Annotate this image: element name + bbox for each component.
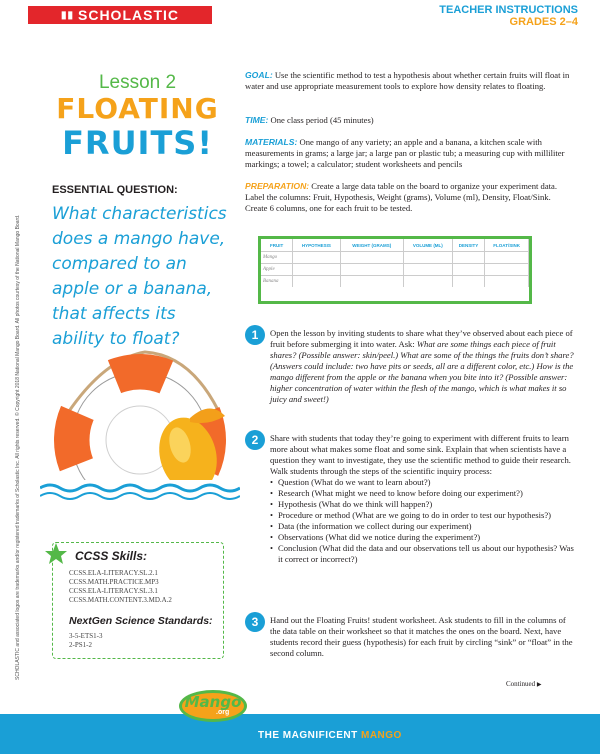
list-item: • Question (What do we want to learn about?) <box>270 477 575 488</box>
step-2-intro: Share with students that today they’re going to experiment with different fruits to learn more about what makes some float and some sink. Explain that when scientists have a question they want to investigate, they use the scientific method to guide their research. Walk students through the steps of the scientific inquiry process: <box>270 433 571 476</box>
continued-label: Continued <box>506 680 536 688</box>
goal-label: GOAL: <box>245 70 273 80</box>
list-item: • Hypothesis (What do we think will happen?) <box>270 499 575 510</box>
preparation-label: PREPARATION: <box>245 181 310 191</box>
goal-section <box>245 70 575 92</box>
mango-logo-sub: .org <box>216 709 230 716</box>
materials-text: One mango of any variety; an apple and a banana, a kitchen scale with measurements in grams; a large jar; a large pan or plastic tub; a measuring cup with milliliter markings; a towel; a calculator; student worksheets and pencils <box>245 137 565 169</box>
ccss-skill: CCSS.MATH.CONTENT.3.MD.A.2 <box>69 596 172 604</box>
table-row <box>261 276 529 288</box>
list-item: • Research (What might we need to know before doing our experiment?) <box>270 488 575 499</box>
ccss-skill: CCSS.ELA-LITERACY.SL.3.1 <box>69 587 158 595</box>
step-1-questions: What are some things each piece of fruit shares? (Possible answer: skin/peel.) What are some of the things the fruits don’t share? (Answers could include: two have pits or seeds, all are a different color, etc.) How is the mango different from the apple or the banana when you bite into it? (Possible answer: higher concentration of water within the flesh of the mango, which is what makes it so juicy and sweet!) <box>270 339 574 404</box>
row-label: Banana <box>261 276 293 288</box>
footer-bar <box>0 714 600 754</box>
logo-text: SCHOLASTIC <box>78 7 179 23</box>
copyright-credit <box>15 160 27 680</box>
materials-label: MATERIALS: <box>245 137 298 147</box>
table-header: VOLUME (ML) <box>403 239 452 252</box>
table-header: FLOAT/SINK <box>485 239 529 252</box>
footer-title-a: THE MAGNIFICENT <box>258 730 361 741</box>
standards-box <box>52 542 224 659</box>
copyright-text: SCHOLASTIC and associated logos are trademarks and/or registered trademarks of Scholastic Inc. All rights reserved. © Copyright 2018 National Mango Board. All photos courtesy of the National Mango Board. <box>15 214 21 680</box>
essential-question-label: ESSENTIAL QUESTION: <box>52 184 178 196</box>
data-table-graphic <box>258 236 532 304</box>
ccss-skill: CCSS.ELA-LITERACY.SL.2.1 <box>69 569 158 577</box>
list-item: • Observations (What did we notice during the experiment?) <box>270 532 575 543</box>
step-1-badge: 1 <box>245 325 265 345</box>
preparation-section <box>245 181 575 214</box>
ngss-standard: 2-PS1-2 <box>69 641 92 649</box>
row-label: Mango <box>261 252 293 264</box>
time-label: TIME: <box>245 115 269 125</box>
step-2-text <box>270 433 575 565</box>
lesson-number: Lesson 2 <box>98 72 177 93</box>
mango-logo-text: Mango <box>184 693 242 711</box>
mango-org-logo <box>176 684 250 724</box>
materials-section <box>245 137 575 170</box>
table-row <box>261 252 529 264</box>
data-table <box>261 239 529 287</box>
step-3-text: Hand out the Floating Fruits! student worksheet. Ask students to fill in the columns of the data table on their worksheet so that it matches the ones on the board. Next, have students record their guess (hypothesis) for each fruit by circling “sink” or “float” in the second column. <box>270 615 573 658</box>
footer-title <box>258 730 402 741</box>
footer-title-b: MANGO <box>361 730 402 741</box>
table-header: HYPOTHESIS <box>293 239 340 252</box>
title-line-2: FRUITS! <box>62 124 213 162</box>
ngss-standard: 3-5-ETS1-3 <box>69 632 103 640</box>
header-label <box>439 4 578 28</box>
grades: GRADES 2–4 <box>509 16 578 28</box>
time-section <box>245 115 575 126</box>
table-row <box>261 264 529 276</box>
star-icon <box>43 541 69 567</box>
list-item: • Procedure or method (What are we going to do in order to test our hypothesis?) <box>270 510 575 521</box>
table-header: WEIGHT (GRAMS) <box>340 239 403 252</box>
continued-link[interactable] <box>506 680 542 688</box>
title-line-1: FLOATING <box>56 92 219 125</box>
time-text: One class period (45 minutes) <box>270 115 374 125</box>
ccss-title: CCSS Skills: <box>75 549 148 563</box>
step-3-badge: 3 <box>245 612 265 632</box>
list-item: • Data (the information we collect during our experiment) <box>270 521 575 532</box>
ngss-list <box>69 632 102 650</box>
scholastic-logo <box>28 6 212 24</box>
step-1-intro: Open the lesson by inviting students to share what they’ve observed about each piece of fruit before submerging it into water. Ask: <box>270 328 573 349</box>
essential-question-text: What characteristics does a mango have, compared to an apple or a banana, that affects its ability to float? <box>52 204 227 349</box>
table-header: FRUIT <box>261 239 293 252</box>
triangle-right-icon: ▶ <box>536 682 542 688</box>
ccss-list <box>69 569 172 605</box>
row-label: Apple <box>261 264 293 276</box>
scientific-method-list <box>270 477 575 565</box>
goal-text: Use the scientific method to test a hypothesis about whether certain fruits will float in water and use appropriate measurement tools to explore how density relates to floating. <box>245 70 570 91</box>
book-icon: ▮▮ <box>60 9 74 21</box>
step-1-text <box>270 328 575 405</box>
preparation-text: Create a large data table on the board to organize your experiment data. Label the columns: Fruit, Hypothesis, Weight (grams), Volume (ml), Density, Float/Sink. Create 6 columns, one for each fruit to be tested. <box>245 181 557 213</box>
teacher-instructions: TEACHER INSTRUCTIONS <box>439 4 578 16</box>
list-item: • Conclusion (What did the data and our observations tell us about our hypothesis? Was it correct or incorrect?) <box>270 543 575 565</box>
ccss-skill: CCSS.MATH.PRACTICE.MP3 <box>69 578 159 586</box>
table-header: DENSITY <box>452 239 484 252</box>
life-ring-illustration <box>40 330 240 530</box>
ngss-title: NextGen Science Standards: <box>69 615 213 627</box>
step-2-badge: 2 <box>245 430 265 450</box>
